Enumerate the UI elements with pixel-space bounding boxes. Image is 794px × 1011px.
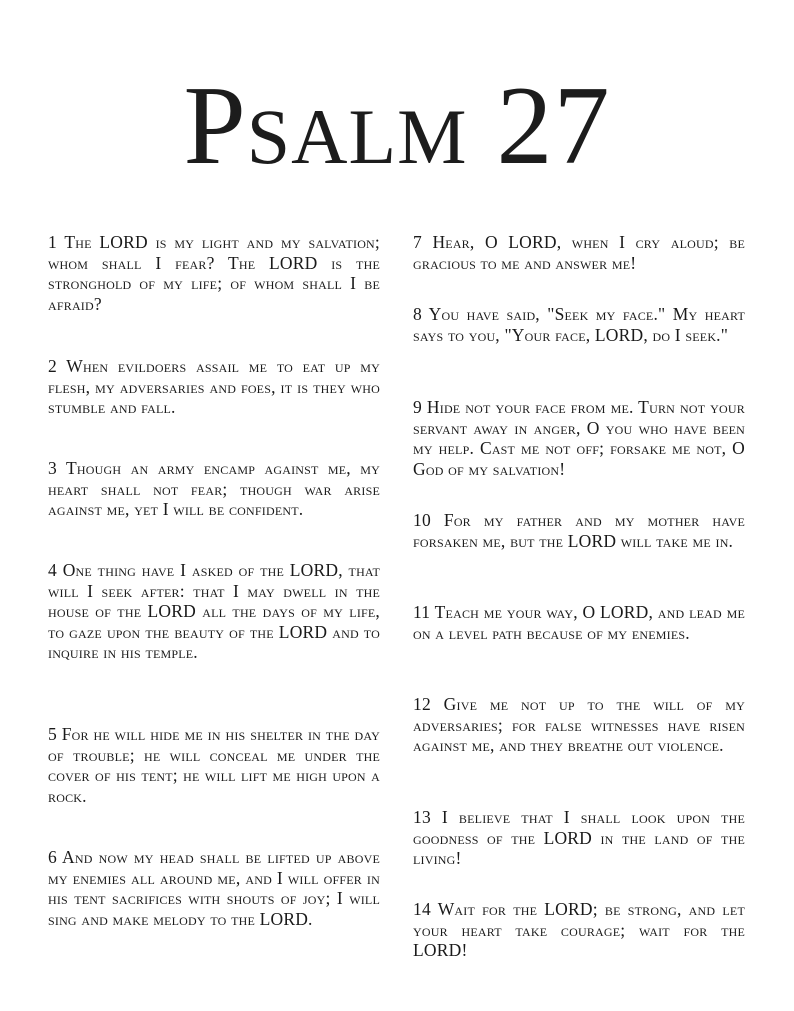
page-title: Psalm 27	[183, 64, 611, 188]
verse-7: 7 Hear, O LORD, when I cry aloud; be gracious to me and answer me!	[413, 232, 745, 273]
verse-13: 13 I believe that I shall look upon the goodness of the LORD in the land of the living!	[413, 807, 745, 868]
verse-5: 5 For he will hide me in his shelter in the day of trouble; he will conceal me under the cover of his tent; he will lift me high upon a rock.	[48, 724, 380, 806]
verse-4: 4 One thing have I asked of the LORD, that will I seek after: that I may dwell in the house of the LORD all the days of my life, to gaze upon the beauty of the LORD and to inquire in his temple.	[48, 560, 380, 662]
verse-10: 10 For my father and my mother have forsaken me, but the LORD will take me in.	[413, 510, 745, 551]
verse-1: 1 The LORD is my light and my salvation; whom shall I fear? The LORD is the stronghold of my life; of whom shall I be afraid?	[48, 232, 380, 314]
verse-8: 8 You have said, "Seek my face." My heart says to you, "Your face, LORD, do I seek."	[413, 304, 745, 345]
verse-12: 12 Give me not up to the will of my adversaries; for false witnesses have risen against me, and they breathe out violence.	[413, 694, 745, 755]
verse-14: 14 Wait for the LORD; be strong, and let your heart take courage; wait for the LORD!	[413, 899, 745, 960]
verse-9: 9 Hide not your face from me. Turn not your servant away in anger, O you who have been my help. Cast me not off; forsake me not, O God of my salvation!	[413, 397, 745, 479]
verse-2: 2 When evildoers assail me to eat up my flesh, my adversaries and foes, it is they who stumble and fall.	[48, 356, 380, 417]
verse-3: 3 Though an army encamp against me, my heart shall not fear; though war arise against me, yet I will be confident.	[48, 458, 380, 519]
verse-11: 11 Teach me your way, O LORD, and lead me on a level path because of my enemies.	[413, 602, 745, 643]
verse-6: 6 And now my head shall be lifted up above my enemies all around me, and I will offer in his tent sacrifices with shouts of joy; I will sing and make melody to the LORD.	[48, 847, 380, 929]
